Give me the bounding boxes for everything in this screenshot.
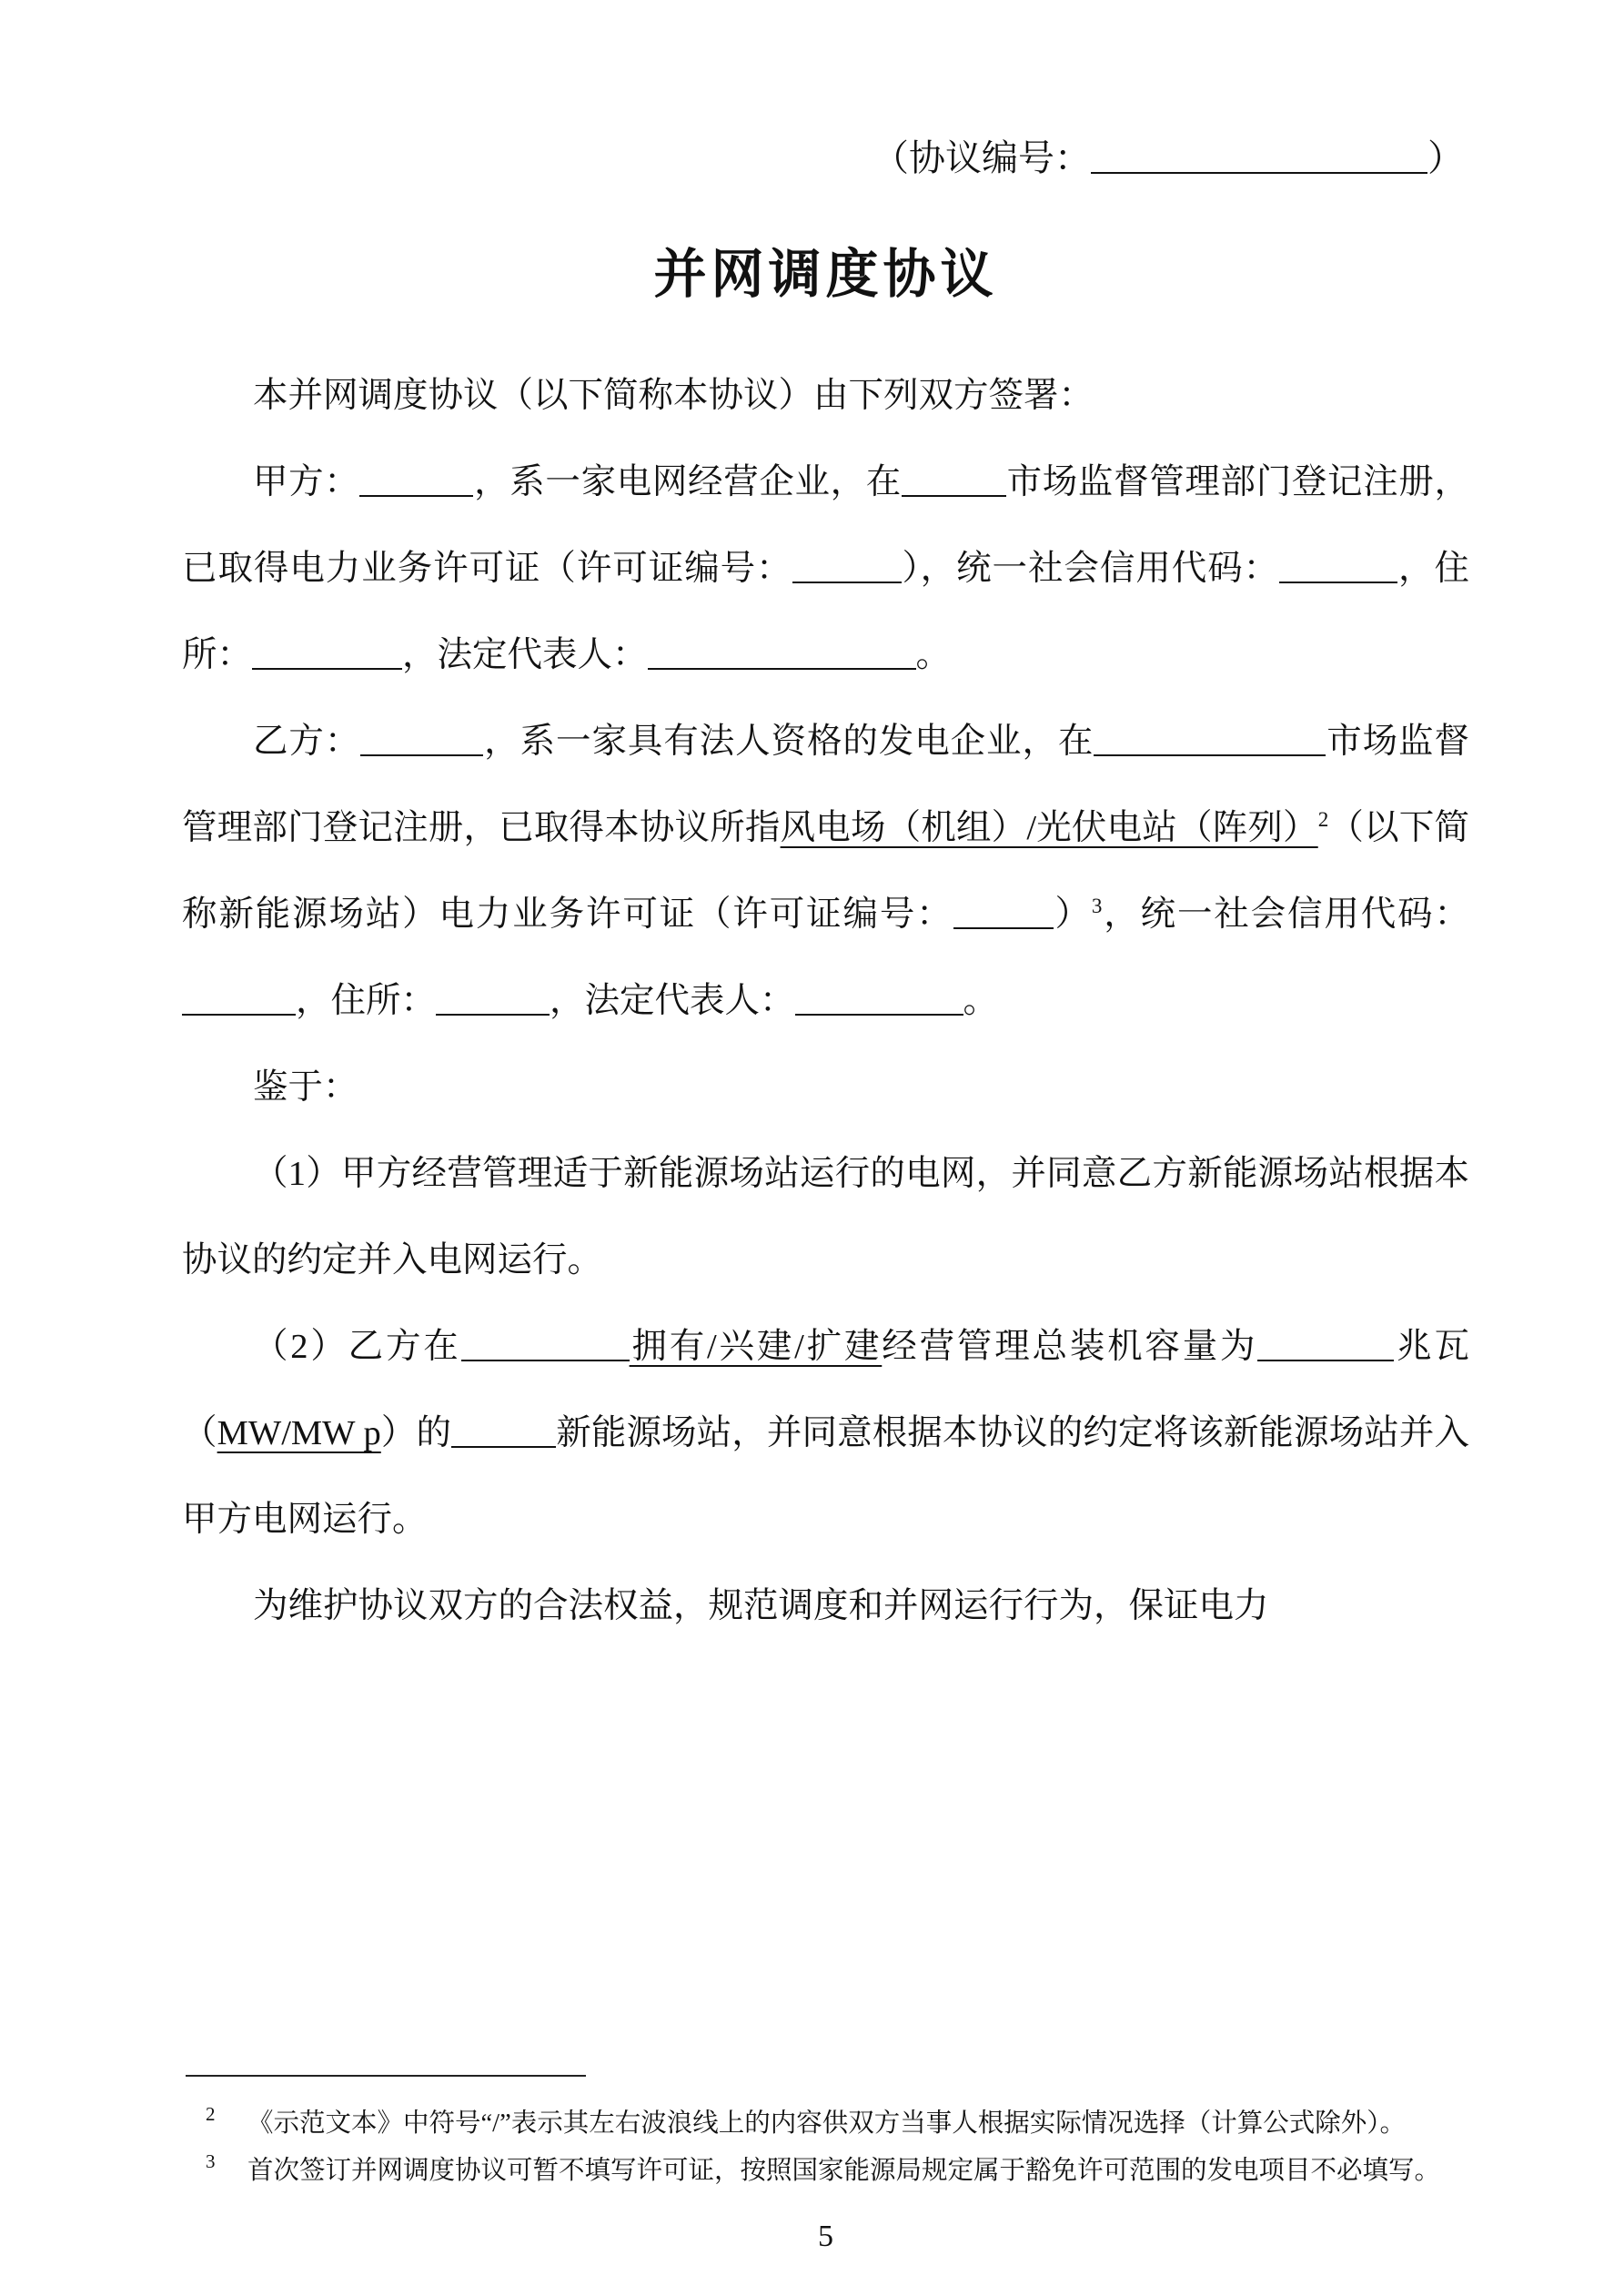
paragraph-party-a: 甲方： ，系一家电网经营企业，在 市场监督管理部门登记注册，已取得电力业务许可证（许可证编号： ），统一社会信用代码： ，住所： ，法定代表人： 。 [182, 463, 1469, 674]
fill-in-blank [360, 722, 483, 757]
paragraph-party-b: 乙方： ，系一家具有法人资格的发电企业，在 市场监督管理部门登记注册，已取得本协议所指风电场（机组）/光伏电站（阵列）$^2$（以下简称新能源场站）电力业务许可证（许可证编号： ）$^3$，统一社会信用代码：，住所： ，法定代表人： 。 [182, 723, 1469, 1020]
fill-in-blank [461, 1327, 630, 1362]
footnote-2-text: 《示范文本》中符号“/”表示其左右波浪线上的内容供双方当事人根据实际情况选择（计算公式除外）。 [247, 2109, 1406, 2138]
fill-in-blank [1094, 722, 1326, 757]
document-title: 并网调度协议 [653, 245, 998, 304]
fill-in-blank [795, 981, 963, 1017]
footnote-section [182, 2075, 1469, 2254]
footnote-reference: 3 [1091, 894, 1103, 918]
fill-in-blank [1279, 549, 1397, 584]
fill-in-blank [182, 981, 296, 1017]
fill-in-blank [953, 895, 1054, 930]
fill-in-blank [451, 1413, 556, 1449]
fill-in-blank [792, 549, 902, 584]
paragraph-intro: 本并网调度协议（以下简称本协议）由下列双方签署： [253, 377, 1094, 415]
alternative-choice-text: 风电场（机组）/光伏电站（阵列） [780, 809, 1318, 847]
fill-in-blank [436, 981, 550, 1017]
document-body [182, 353, 1469, 1650]
page-number: 5 [818, 2220, 833, 2253]
fill-in-blank [1091, 137, 1427, 174]
footnote-reference: 2 [1317, 807, 1329, 832]
footnote-2-marker: 2 [206, 2102, 216, 2125]
alternative-choice-text: MW/MW p [217, 1414, 381, 1452]
footnote-2 [182, 2100, 1469, 2149]
fill-in-blank [1257, 1327, 1394, 1362]
footnote-3-marker: 3 [206, 2150, 216, 2173]
fill-in-blank [252, 635, 402, 671]
alternative-choice-text: 拥有/兴建/扩建 [629, 1328, 883, 1366]
fill-in-blank [648, 635, 916, 671]
paragraph-recital-1: （1）甲方经营管理适于新能源场站运行的电网，并同意乙方新能源场站根据本协议的约定并入电网运行。 [182, 1155, 1469, 1279]
footnote-separator [186, 2075, 586, 2077]
fill-in-blank [359, 462, 473, 498]
footnote-3-text: 首次签订并网调度协议可暂不填写许可证，按照国家能源局规定属于豁免许可范围的发电项目不必填写。 [247, 2157, 1441, 2186]
paragraph-recital-2: （2）乙方在 拥有/兴建/扩建经营管理总装机容量为 兆瓦（MW/MW p）的 新能源场站，并同意根据本协议的约定将该新能源场站并入甲方电网运行。 [182, 1328, 1469, 1539]
paragraph-purpose: 为维护协议双方的合法权益，规范调度和并网运行行为，保证电力 [253, 1587, 1269, 1625]
footnote-3 [182, 2148, 1469, 2196]
fill-in-blank [902, 462, 1006, 498]
paragraph-whereas: 鉴于： [253, 1068, 358, 1107]
agreement-number-line: （协议编号： ） [873, 137, 1464, 178]
